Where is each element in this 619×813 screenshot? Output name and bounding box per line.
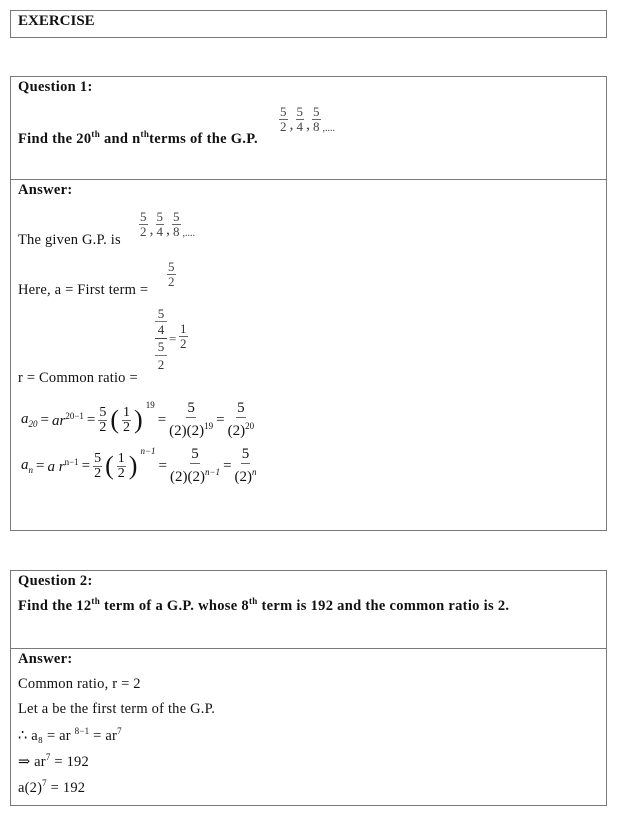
answer-gp-series: $\frac{5}{2}$ , $\frac{5}{4}$ , $\frac{5}{8}$ ,.... xyxy=(140,209,195,239)
answer-2-box xyxy=(10,648,607,806)
answer-2-line-3: ∴ a₈ = ar $^{8-1} = ar^7$ xyxy=(18,726,122,744)
first-term-text: Here, a = First term = xyxy=(18,282,149,298)
answer-1-box xyxy=(10,179,607,531)
answer-2-line-4: ⇒ $ar^7 = 192$ xyxy=(18,752,89,770)
answer-2-line-1: Common ratio, r = 2 xyxy=(18,676,141,692)
an-equation: $a_n$ = a $r^{n-1}$ = $\frac{5}{2}$ ( $\frac{1}{2}$ ) n−1 = $\frac{5}{(2)(2)^{n-1}}$ = $\frac{5}{(2)^n}$ xyxy=(21,446,257,485)
exercise-title: EXERCISE xyxy=(18,13,95,29)
ratio-result: $\frac{1}{2}$ xyxy=(180,321,187,351)
question-2-label: Question 2: xyxy=(18,573,93,589)
given-gp-text: The given G.P. is xyxy=(18,232,121,248)
answer-2-line-2: Let a be the first term of the G.P. xyxy=(18,701,216,717)
answer-2-label: Answer: xyxy=(18,651,73,667)
question-2-box xyxy=(10,570,607,649)
common-ratio-text: r = Common ratio = xyxy=(18,370,138,386)
question-2-text: Find the 12th term of a G.P. whose 8th term is 192 and the common ratio is 2. xyxy=(18,596,510,614)
question-1-box xyxy=(10,76,607,180)
question-1-gp-series: $\frac{5}{2}$ , $\frac{5}{4}$ , $\frac{5}{8}$ ,.... xyxy=(280,104,335,134)
question-1-text: Find the 20th and $n^{th}terms$ of the G.P. xyxy=(18,129,258,147)
first-term-fraction: $\frac{5}{2}$ xyxy=(168,259,175,289)
answer-1-label: Answer: xyxy=(18,182,73,198)
ratio-complex-fraction: 5 4 5 2 = $\frac{1}{2}$ xyxy=(155,306,195,386)
question-1-label: Question 1: xyxy=(18,79,93,95)
exercise-header xyxy=(10,10,607,38)
a20-equation: $a_{20}$ = $ar^{20-1}$ = $\frac{5}{2}$ ( $\frac{1}{2}$ ) 19 = $\frac{5}{(2)(2)^{19}}$ = $\frac{5}{(2)^{20}}$ xyxy=(21,400,255,439)
answer-2-line-5: $a(2)^7 = 192$ xyxy=(18,778,86,796)
